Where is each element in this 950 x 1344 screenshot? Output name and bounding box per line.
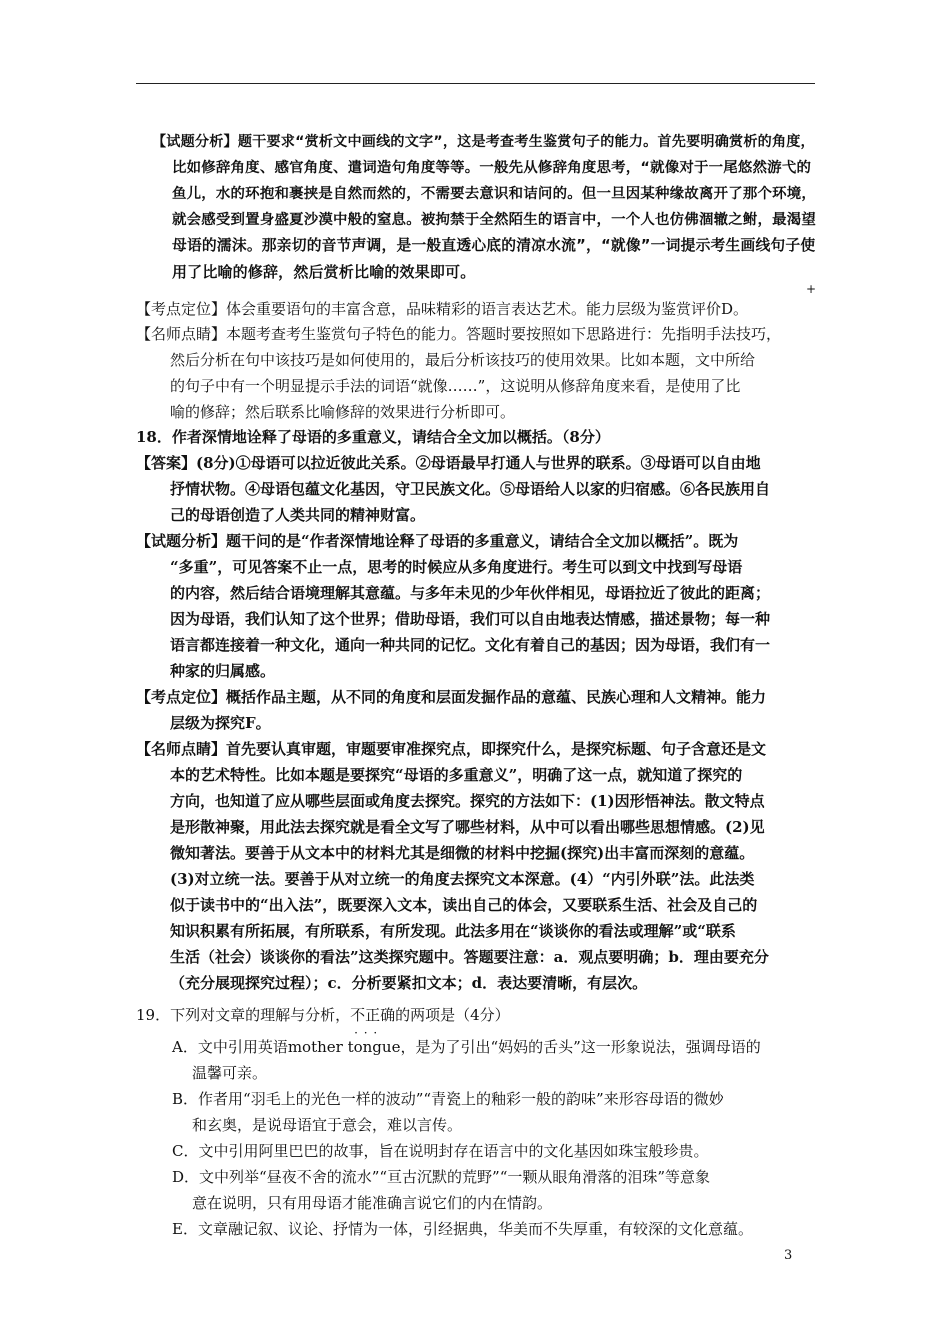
analysis-18-line: 因为母语，我们认知了这个世界；借助母语，我们可以自由地表达情感，描述景物；每一种 [170,610,771,628]
option-a-line: A．文中引用英语mother tongue，是为了引出“妈妈的舌头”这一形象说法，强调母语的 [172,1038,761,1056]
mingshi-2-line: 方向，也知道了应从哪些层面或角度去探究。探究的方法如下：(1)因形悟神法。散文特点 [170,792,765,810]
option-c [172,1138,708,1164]
answer-18 [136,450,770,528]
header-rule [136,83,815,84]
question-18-line: 18．作者深情地诠释了母语的多重意义，请结合全文加以概括。（8分） [136,428,610,446]
option-e-line: E．文章融记叙、议论、抒情为一体，引经据典，华美而不失厚重，有较深的文化意蕴。 [172,1220,753,1238]
question-18 [136,424,610,450]
analysis-18-line: 语言都连接着一种文化，通向一种共同的记忆。文化有着自己的基因；因为母语，我们有一 [170,636,771,654]
option-e [172,1216,753,1242]
analysis-18-line: 种家的归属感。 [170,662,276,680]
kaodian-2-line: 层级为探究F。 [170,714,271,732]
kaodian-2-line: 【考点定位】概括作品主题，从不同的角度和层面发掘作品的意蕴、民族心理和人文精神。能力 [136,688,767,706]
option-d-line: D．文中列举“昼夜不舍的流水”“亘古沉默的荒野”“一颗从眼角滑落的泪珠”等意象 [172,1168,711,1186]
analysis-18-line: 的内容，然后结合语境理解其意蕴。与多年未见的少年伙伴相见，母语拉近了彼此的距离； [170,584,771,602]
analysis-18 [136,528,770,684]
mingshi-2-line: 微知著法。要善于从文本中的材料尤其是细微的材料中挖掘(探究)出丰富而深刻的意蕴。 [170,844,755,862]
mingshi-1 [136,321,781,425]
option-d [172,1164,710,1216]
kaodian-1-line: 【考点定位】体会重要语句的丰富含意，品味精彩的语言表达艺术。能力层级为鉴赏评价D。 [136,300,749,318]
mingshi-2-line: 【名师点睛】首先要认真审题，审题要审准探究点，即探究什么，是探究标题、句子含意还是文 [136,740,767,758]
scan-line: 用了比喻的修辞，然后赏析比喻的效果即可。 [172,263,476,281]
option-b-line: B．作者用“羽毛上的光色一样的波动”“青瓷上的釉彩一般的韵味”来形容母语的微妙 [172,1090,724,1108]
scan-line: 比如修辞角度、感官角度、遣词造句角度等等。一般先从修辞角度思考，“就像对于一尾悠然游弋的 [172,160,812,176]
answer-18-line: 抒情状物。④母语包蕴文化基因，守卫民族文化。⑤母语给人以家的归宿感。⑥各民族用自 [170,480,771,498]
answer-18-line: 己的母语创造了人类共同的精神财富。 [170,506,426,524]
option-a-line: 温馨可亲。 [192,1064,268,1082]
mingshi-1-line: 然后分析在句中该技巧是如何使用的，最后分析该技巧的使用效果。比如本题，文中所给 [170,351,756,369]
kaodian-1 [136,296,748,322]
option-c-line: C．文中引用阿里巴巴的故事，旨在说明封存在语言中的文化基因如珠宝般珍贵。 [172,1142,709,1160]
kaodian-2 [136,684,766,736]
mingshi-1-line: 喻的修辞；然后联系比喻修辞的效果进行分析即可。 [170,403,516,421]
option-b-line: 和玄奥，是说母语宜于意会，难以言传。 [192,1116,463,1134]
analysis-18-line: “多重”，可见答案不止一点，思考的时候应从多角度进行。考生可以到文中找到写母语 [170,558,743,576]
option-d-line: 意在说明，只有用母语才能准确言说它们的内在情韵。 [192,1194,553,1212]
mingshi-2-line: 本的艺术特性。比如本题是要探究“母语的多重意义”，明确了这一点，就知道了探究的 [170,766,743,784]
scan-line: 就会感受到置身盛夏沙漠中般的窒息。被拘禁于全然陌生的语言中，一个人也仿佛涸辙之鲋，最渴望 [172,212,817,228]
question-19-prefix: 19．下列对文章的理解与分析， [136,1006,351,1024]
scan-line: 母语的濡沫。那亲切的音节声调，是一般直透心底的清凉水流”，“就像”一词提示考生画线句子使 [172,237,816,254]
mingshi-1-line: 【名师点睛】本题考查考生鉴赏句子特色的能力。答题时要按照如下思路进行：先指明手法技巧， [136,325,782,343]
scan-analysis-block [152,129,816,285]
question-19 [136,1002,510,1028]
mingshi-2-line: 似于读书中的“出入法”，既要深入文本，读出自己的体会，又要联系生活、社会及自己的 [170,896,758,914]
scan-line: 鱼儿，水的环抱和裹挟是自然而然的，不需要去意识和诘问的。但一旦因某种缘故离开了那个环境， [172,186,817,202]
answer-18-line: 【答案】(8分)①母语可以拉近彼此关系。②母语最早打通人与世界的联系。③母语可以自由地 [136,454,761,472]
analysis-18-line: 【试题分析】题干问的是“作者深情地诠释了母语的多重意义，请结合全文加以概括”。既为 [136,532,739,550]
scan-line: 【试题分析】题干要求“赏析文中画线的文字”，这是考查考生鉴赏句子的能力。首先要明确赏析的角度， [152,134,815,150]
question-19-line [136,1002,510,1028]
scan-mark: + [806,282,817,296]
mingshi-2-line: (3)对立统一法。要善于从对立统一的角度去探究文本深意。(4）“内引外联”法。此法类 [170,870,755,888]
mingshi-2-line: （充分展现探究过程）；c．分析要紧扣文本；d．表达要清晰，有层次。 [170,974,648,992]
mingshi-2-line: 是形散神聚，用此法去探究就是看全文写了哪些材料，从中可以看出哪些思想情感。(2)见 [170,818,765,836]
mingshi-1-line: 的句子中有一个明显提示手法的词语“就像……”，这说明从修辞角度来看，是使用了比 [170,377,741,395]
mingshi-2 [136,736,769,996]
mingshi-2-line: 生活（社会）谈谈你的看法”这类探究题中。答题要注意：a．观点要明确；b．理由要充分 [170,948,769,966]
mingshi-2-line: 知识积累有所拓展，有所联系，有所发现。此法多用在“谈谈你的看法或理解”或“联系 [170,922,736,940]
option-a [172,1034,761,1086]
option-b [172,1086,724,1138]
page-number: 3 [784,1248,793,1263]
question-19-suffix: 的两项是（4分） [395,1006,510,1024]
question-19-emphasis: 不正确 · · · [350,1006,395,1024]
